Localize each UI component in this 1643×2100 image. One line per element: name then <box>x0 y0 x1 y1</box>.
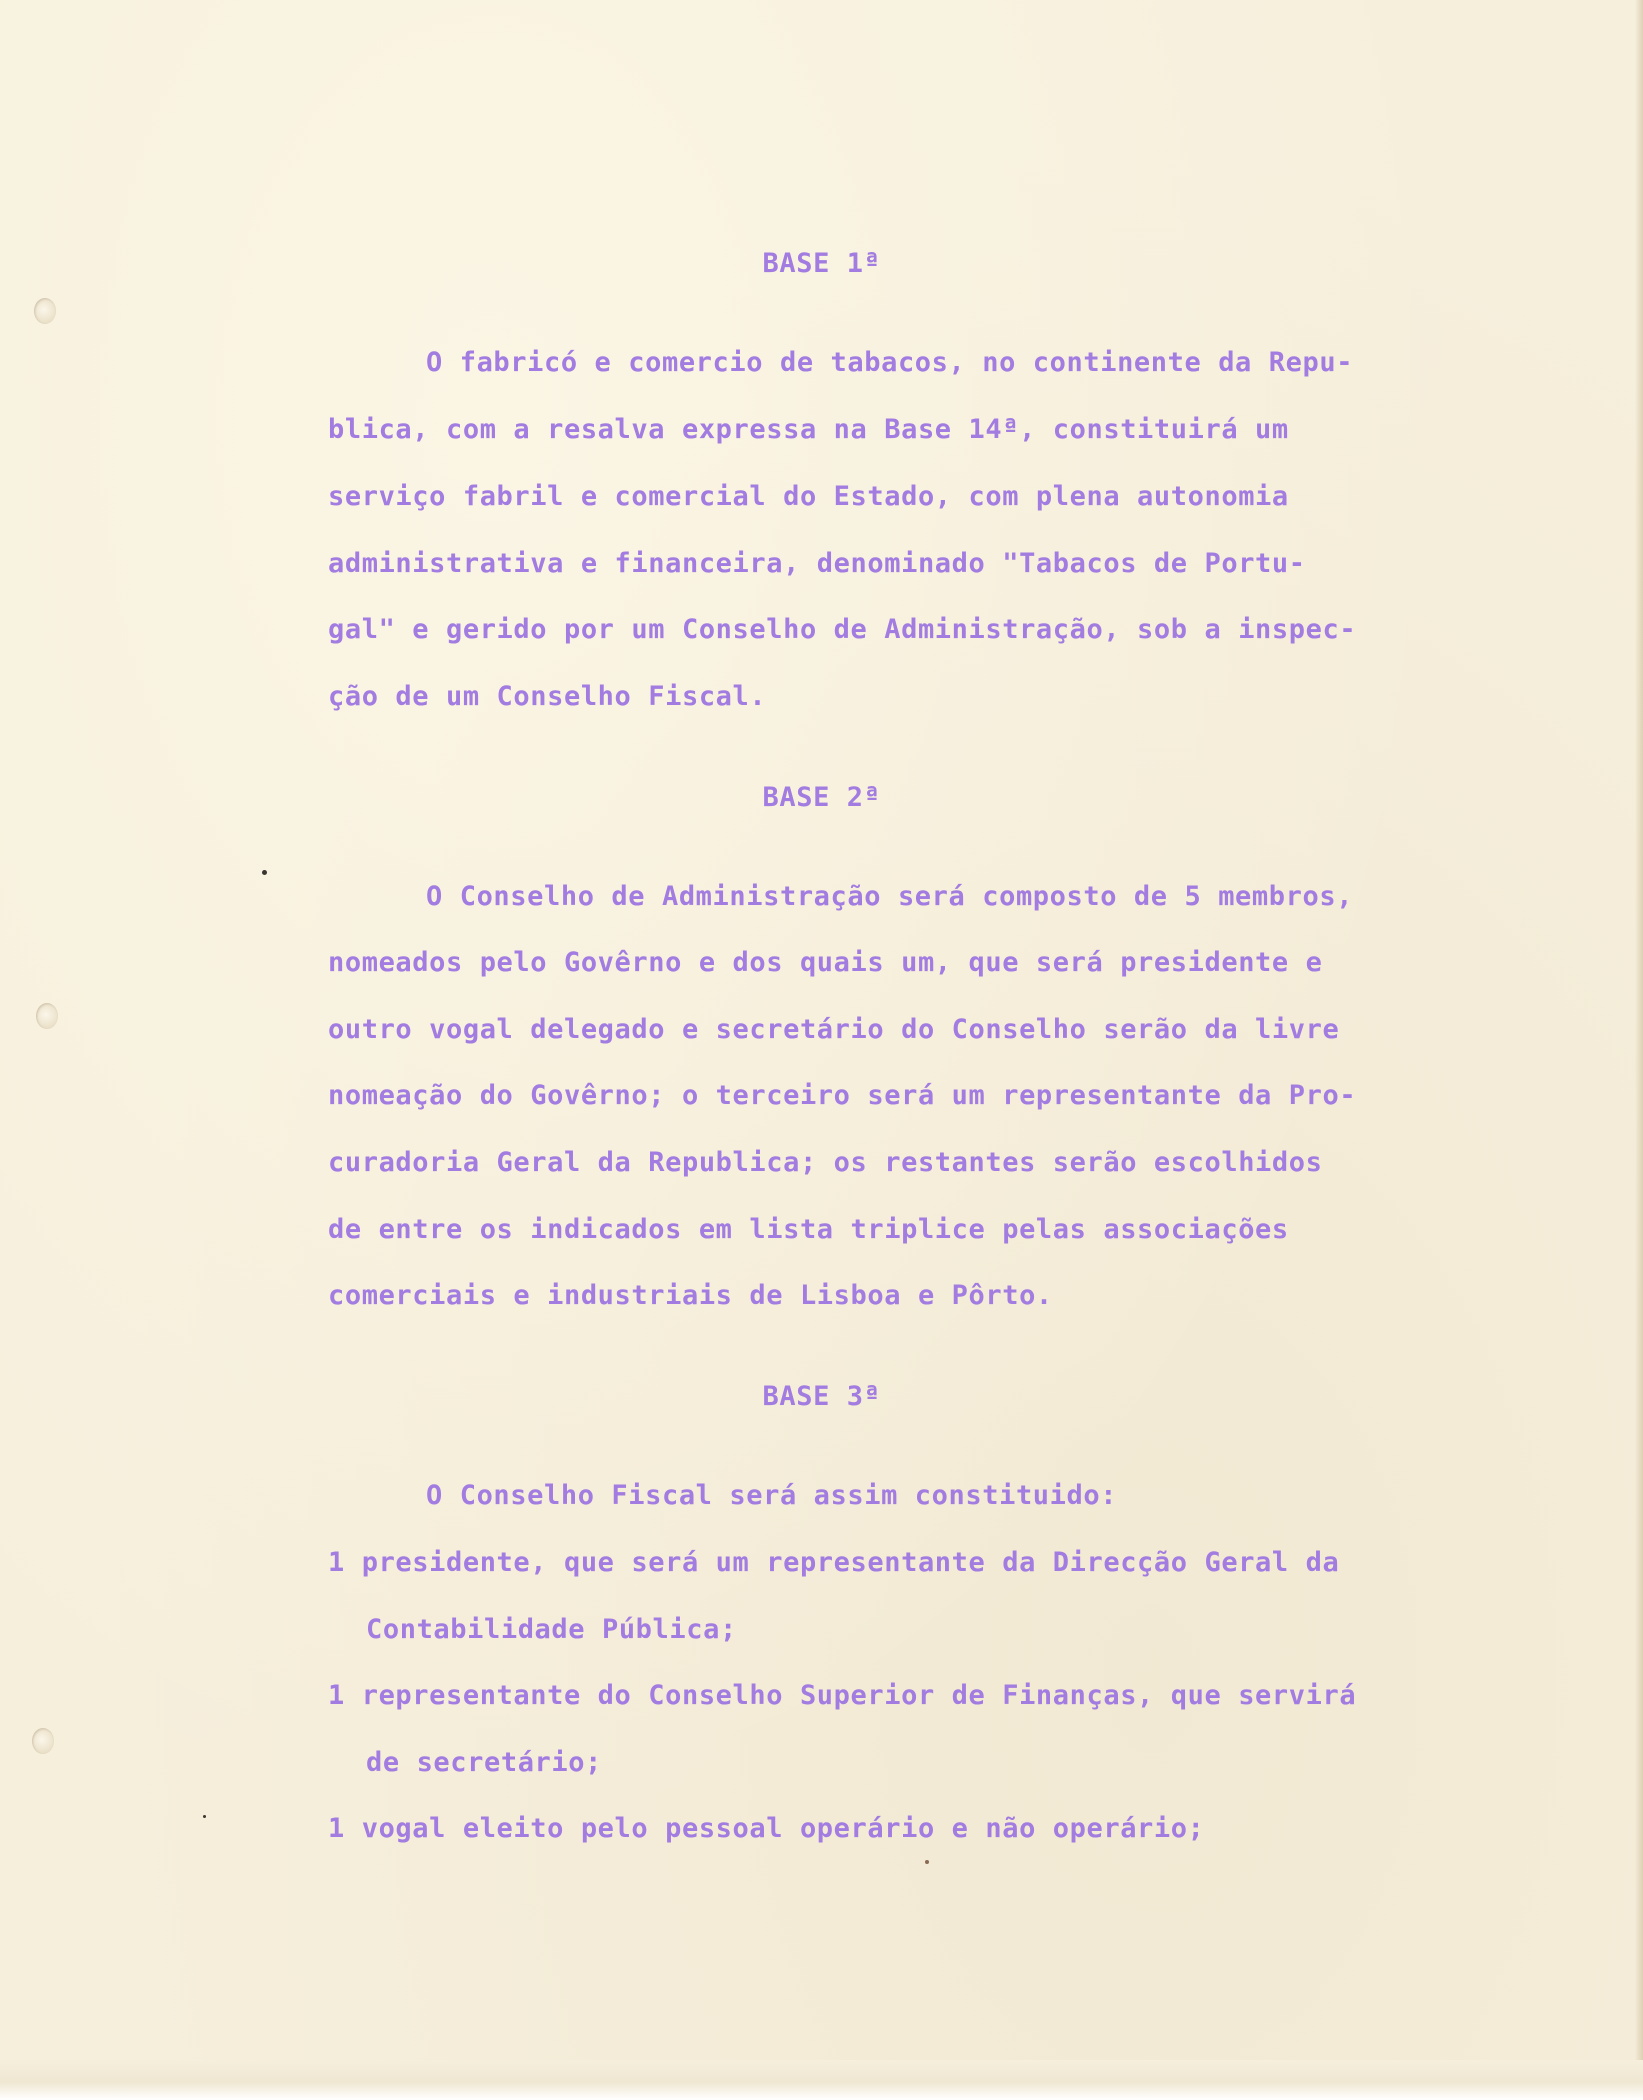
base-1-line-3: serviço fabril e comercial do Estado, com plena autonomia <box>328 481 1289 512</box>
base-1-heading: BASE 1ª <box>762 248 881 279</box>
base-3-line-3: Contabilidade Pública; <box>366 1614 737 1645</box>
page-edge-shadow <box>1635 0 1643 2100</box>
base-1-line-2: blica, com a resalva expressa na Base 14ª, constituirá um <box>328 414 1289 445</box>
base-1-line-1: O fabricó e comercio de tabacos, no continente da Repu- <box>426 347 1354 378</box>
paper-speck <box>203 1815 206 1818</box>
punch-hole <box>32 1728 54 1754</box>
base-2-line-1: O Conselho de Administração será composto de 5 membros, <box>426 881 1354 912</box>
base-1-line-6: ção de um Conselho Fiscal. <box>328 681 767 712</box>
base-2-line-5: curadoria Geral da Republica; os restantes serão escolhidos <box>328 1147 1323 1178</box>
base-3-line-5: de secretário; <box>366 1747 602 1778</box>
base-1-line-4: administrativa e financeira, denominado "Tabacos de Portu- <box>328 548 1306 579</box>
punch-hole <box>36 1003 58 1029</box>
punch-hole <box>34 298 56 324</box>
base-2-line-7: comerciais e industriais de Lisboa e Pôrto. <box>328 1280 1053 1311</box>
base-2-line-4: nomeação do Govêrno; o terceiro será um representante da Pro- <box>328 1080 1357 1111</box>
base-1-line-5: gal" e gerido por um Conselho de Administração, sob a inspec- <box>328 614 1357 645</box>
base-2-line-3: outro vogal delegado e secretário do Conselho serão da livre <box>328 1014 1340 1045</box>
paper-speck <box>262 870 267 875</box>
base-3-line-2: 1 presidente, que será um representante da Direcção Geral da <box>328 1547 1340 1578</box>
base-3-line-1: O Conselho Fiscal será assim constituido: <box>426 1480 1118 1511</box>
base-3-line-6: 1 vogal eleito pelo pessoal operário e não operário; <box>328 1813 1205 1844</box>
base-2-line-6: de entre os indicados em lista triplice pelas associações <box>328 1214 1289 1245</box>
page-bottom-edge <box>0 2060 1643 2100</box>
base-2-line-2: nomeados pelo Govêrno e dos quais um, que será presidente e <box>328 947 1323 978</box>
base-3-line-4: 1 representante do Conselho Superior de Finanças, que servirá <box>328 1680 1357 1711</box>
paper-speck <box>925 1860 929 1864</box>
base-3-heading: BASE 3ª <box>762 1381 881 1412</box>
base-2-heading: BASE 2ª <box>762 782 881 813</box>
